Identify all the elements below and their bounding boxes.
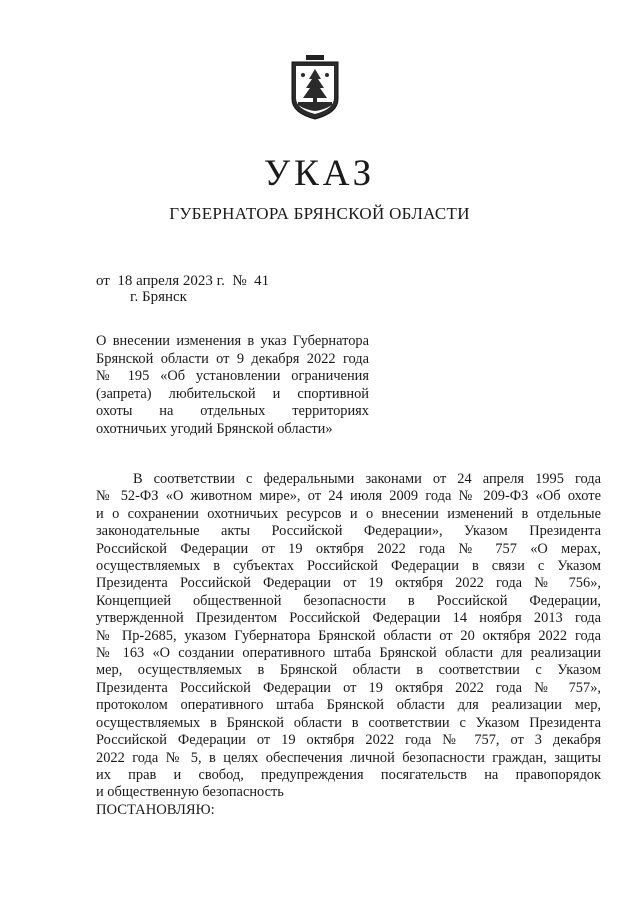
body-line: В соответствии с федеральными законами от 24 апреля 1995 года [133, 471, 601, 487]
subject-line: охотничьих угодий Брянской области» [96, 420, 333, 437]
document-title: УКАЗ [263, 153, 376, 194]
body-line: осуществляемых в Брянской области в соответствии с Указом Президента [96, 714, 601, 731]
body-line: Президента Российской Федерации от 19 октября 2022 года № 757», [96, 679, 601, 696]
subject-line: О внесении изменения в указ Губернатора [96, 333, 369, 349]
body-line: Концепцией общественной безопасности в Российской Федерации, [96, 592, 601, 609]
body-line: 2022 года № 5, в целях обеспечения личной безопасности граждан, защиты [96, 749, 601, 766]
body-line: утвержденной Президентом Российской Федерации 14 ноября 2013 года [96, 610, 601, 627]
bryansk-region-coat-of-arms-icon [289, 55, 341, 121]
body-line: Российской Федерации от 19 октября 2022 года № 757 «О мерах, [96, 540, 601, 557]
body-line: мер, осуществляемых в Брянской области в соответствии с Указом [96, 662, 601, 679]
body-line: Президента Российской Федерации от 19 октября 2022 года № 756», [96, 575, 601, 592]
body-line: № 163 «О создании оперативного штаба Брянской области для реализации [96, 645, 601, 662]
body-line: законодательные акты Российской Федерации», Указом Президента [96, 523, 601, 540]
subject-line: № 195 «Об установлении ограничения [96, 368, 369, 385]
decree-word: ПОСТАНОВЛЯЮ: [96, 802, 215, 818]
body-line: и о сохранении охотничьих ресурсов и о внесении изменений в отдельные [96, 505, 601, 522]
document-subject [96, 333, 369, 439]
body-line: и общественную безопасность [96, 784, 284, 801]
body-line: осуществляемых в субъектах Российской Федерации в связи с Указом [96, 558, 601, 575]
document-body [96, 471, 601, 802]
document-place: г. Брянск [130, 289, 187, 305]
subject-line: охоты на отдельных территориях [96, 403, 369, 420]
subject-line: (запрета) любительской и спортивной [96, 385, 369, 402]
body-line: Российской Федерации от 19 октября 2022 года № 757, от 3 декабря [96, 732, 601, 749]
body-line: протоколом оперативного штаба Брянской области для реализации мер, [96, 697, 601, 714]
document-date-number: от 18 апреля 2023 г. № 41 [96, 273, 270, 289]
body-line: их прав и свобод, предупреждения посягательств на правопорядок [96, 766, 601, 783]
body-line: № 52-ФЗ «О животном мире», от 24 июля 2009 года № 209-ФЗ «Об охоте [96, 488, 601, 505]
body-line: № Пр-2685, указом Губернатора Брянской области от 20 октября 2022 года [96, 627, 601, 644]
document-issuer: ГУБЕРНАТОРА БРЯНСКОЙ ОБЛАСТИ [169, 204, 470, 223]
subject-line: Брянской области от 9 декабря 2022 года [96, 350, 369, 367]
